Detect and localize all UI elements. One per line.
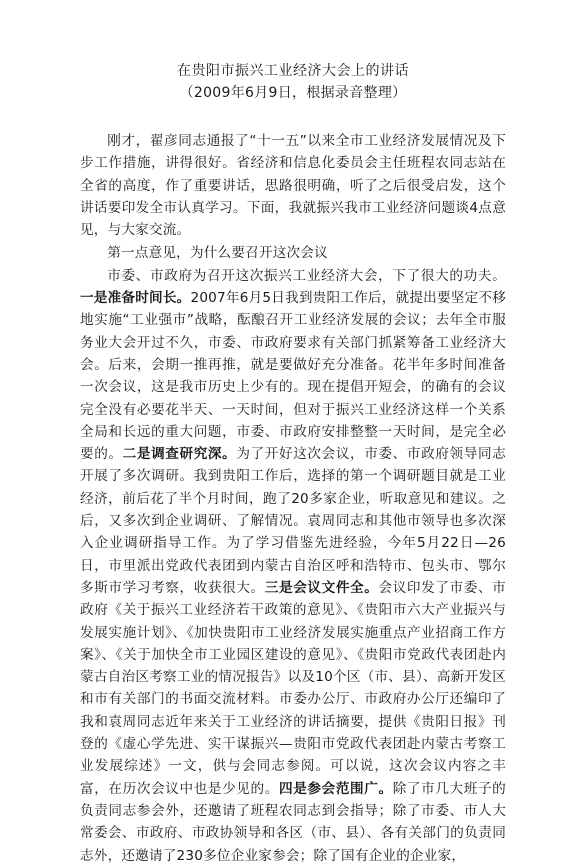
emphasis-point-1: 一是准备时间长。 <box>80 290 191 307</box>
emphasis-point-2: 二是调查研究深。 <box>122 446 237 463</box>
paragraph-2 <box>80 265 506 867</box>
paragraph-2-text-3: 为了开好这次会议，市委、市政府领导同志开展了多次调研。我到贵阳工作后，选择的第一个调研题目就是工业经济，前后花了半个月时间，跑了20多家企业，听取意见和建议。之后，又多次到企业调研、了解情况。袁周同志和其他市领导也多次深入企业调研指导工作。为了学习借鉴先进经验，今年5月22日—26日，市里派出党政代表团到内蒙古自治区呼和浩特市、包头市、鄂尔多斯市学习考察，收获很大。 <box>80 446 506 596</box>
document-body <box>80 130 506 867</box>
emphasis-point-3: 三是会议文件全。 <box>264 579 379 596</box>
section-heading-1: 第一点意见，为什么要召开这次会议 <box>107 245 328 262</box>
paragraph-2-text-5: 除了市几大班子的负责同志参会外，还邀请了班程农同志到会指导；除了市委、市人大常委会、市政府、市政协领导和各区（市、县）、各有关部门的负责同志外，还邀请了230多位企业家参会；除了国有企业的企业家， <box>80 780 506 864</box>
paragraph-intro: 刚才，翟彦同志通报了“十一五”以来全市工业经济发展情况及下步工作措施，讲得很好。省经济和信息化委员会主任班程农同志站在全省的高度，作了重要讲话，思路很明确，听了之后很受启发，这个讲话要印发全市认真学习。下面，我就振兴我市工业经济问题谈4点意见，与大家交流。 <box>80 133 506 239</box>
paragraph-2-text-2: 2007年6月5日我到贵阳工作后，就提出要坚定不移地实施“工业强市”战略，酝酿召开工业经济发展的会议；去年全市服务业大会开过不久，市委、市政府要求有关部门抓紧筹备工业经济大会。后来，会期一推再推，就是要做好充分准备。花半年多时间准备一次会议，这是我市历史上少有的。现在提倡开短会，的确有的会议完全没有必要花半天、一天时间，但对于振兴工业经济这样一个关系全局和长远的重大问题，市委、市政府安排整整一天时间，是完全必要的。 <box>80 290 506 463</box>
document-subtitle: （2009年6月9日，根据录音整理） <box>179 85 407 101</box>
document-title: 在贵阳市振兴工业经济大会上的讲话 <box>177 63 409 79</box>
paragraph-2-text-1: 市委、市政府为召开这次振兴工业经济大会，下了很大的功夫。 <box>107 267 506 284</box>
emphasis-point-4: 四是参会范围广。 <box>278 780 393 797</box>
paragraph-2-text-4: 会议印发了市委、市政府《关于振兴工业经济若干政策的意见》、《贵阳市六大产业振兴与发展实施计划》、《加快贵阳市工业经济发展实施重点产业招商工作方案》、《关于加快全市工业园区建设的意见》、《贵阳市党政代表团赴内蒙古自治区考察工业的情况报告》以及10个区（市、县）、高新开发区和市有关部门的书面交流材料。市委办公厅、市政府办公厅还编印了我和袁周同志近年来关于工业经济的讲话摘要，提供《贵阳日报》刊登的《虚心学先进、实干谋振兴—贵阳市党政代表团赴内蒙古考察工业发展综述》一文，供与会同志参阅。可以说，这次会议内容之丰富，在历次会议中也是少见的。 <box>80 579 506 797</box>
